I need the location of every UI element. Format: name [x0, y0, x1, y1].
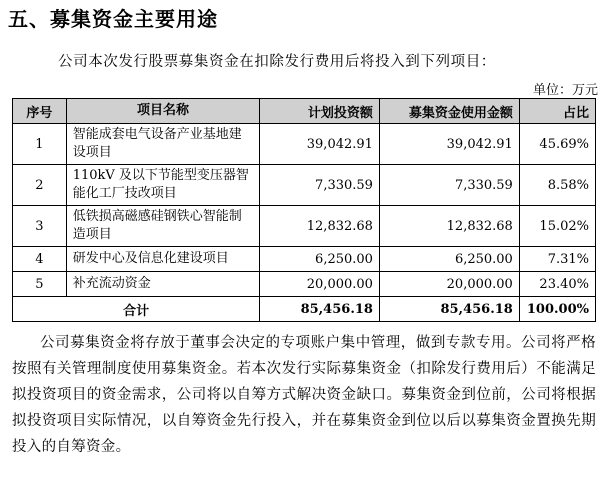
row-index: 2 — [13, 165, 67, 206]
row-index: 4 — [13, 247, 67, 272]
table-row — [13, 124, 596, 165]
row-fund-usage: 20,000.00 — [379, 272, 519, 297]
row-project-name: 智能成套电气设备产业基地建设项目 — [66, 124, 260, 165]
row-project-name: 低铁损高磁感硅钢铁心智能制造项目 — [66, 206, 260, 247]
total-proportion: 100.00% — [519, 297, 595, 322]
table-row — [13, 247, 596, 272]
row-proportion: 7.31% — [519, 247, 595, 272]
row-project-name: 研发中心及信息化建设项目 — [66, 247, 260, 272]
total-fund-usage: 85,456.18 — [379, 297, 519, 322]
header-project-name: 项目名称 — [66, 99, 260, 124]
unit-label: 单位：万元 — [532, 83, 598, 98]
header-index: 序号 — [13, 99, 67, 124]
header-fund-usage: 募集资金使用金额 — [379, 99, 519, 124]
fund-usage-table — [12, 98, 596, 322]
table-total-row — [13, 297, 596, 322]
table-row — [13, 165, 596, 206]
row-project-name: 110kV 及以下节能型变压器智能化工厂技改项目 — [66, 165, 260, 206]
row-project-name: 补充流动资金 — [66, 272, 260, 297]
table-row — [13, 206, 596, 247]
body-paragraph: 公司募集资金将存放于董事会决定的专项账户集中管理，做到专款专用。公司将严格按照有关管理制度使用募集资金。若本次发行实际募集资金（扣除发行费用后）不能满足拟投资项目的资金需求，公司将以自筹方式解决资金缺口。募集资金到位前，公司将根据拟投资项目实际情况，以自筹资金先行投入，并在募集资金到位以后以募集资金置换先期投入的自筹资金。 — [12, 335, 596, 455]
row-fund-usage: 12,832.68 — [379, 206, 519, 247]
row-planned-investment: 7,330.59 — [260, 165, 380, 206]
row-proportion: 15.02% — [519, 206, 595, 247]
row-proportion: 45.69% — [519, 124, 595, 165]
row-proportion: 23.40% — [519, 272, 595, 297]
row-proportion: 8.58% — [519, 165, 595, 206]
row-fund-usage: 7,330.59 — [379, 165, 519, 206]
table-row — [13, 272, 596, 297]
intro-text: 公司本次发行股票募集资金在扣除发行费用后将投入到下列项目： — [58, 54, 496, 70]
row-fund-usage: 6,250.00 — [379, 247, 519, 272]
total-planned-investment: 85,456.18 — [260, 297, 380, 322]
row-planned-investment: 6,250.00 — [260, 247, 380, 272]
row-index: 3 — [13, 206, 67, 247]
header-planned-investment: 计划投资额 — [260, 99, 380, 124]
row-planned-investment: 12,832.68 — [260, 206, 380, 247]
row-planned-investment: 20,000.00 — [260, 272, 380, 297]
total-label: 合计 — [13, 297, 260, 322]
table-header-row — [13, 99, 596, 124]
row-index: 5 — [13, 272, 67, 297]
section-heading: 五、募集资金主要用途 — [8, 7, 218, 31]
row-index: 1 — [13, 124, 67, 165]
row-planned-investment: 39,042.91 — [260, 124, 380, 165]
row-fund-usage: 39,042.91 — [379, 124, 519, 165]
header-proportion: 占比 — [519, 99, 595, 124]
